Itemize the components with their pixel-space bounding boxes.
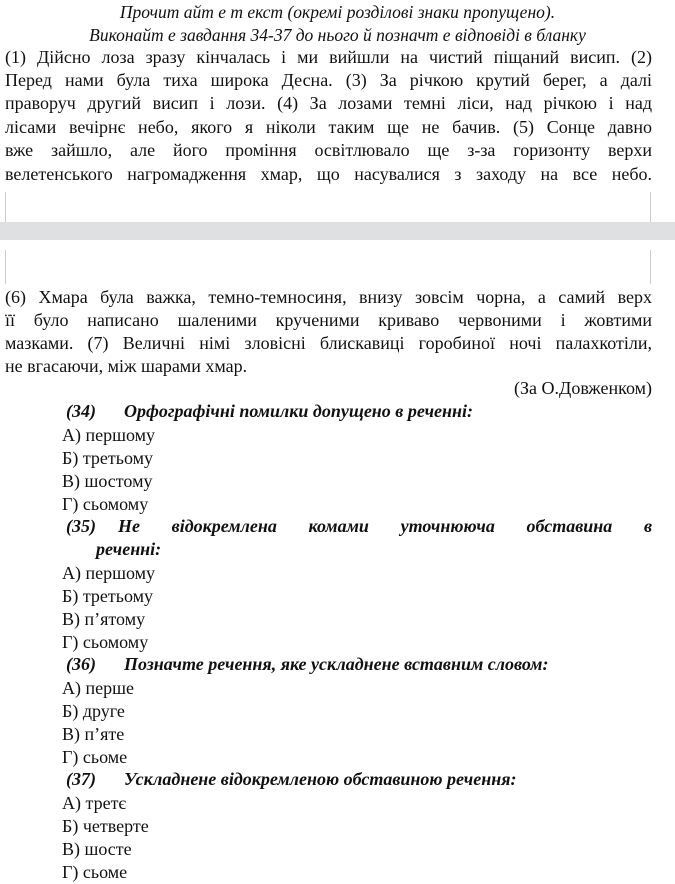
- instruction-line-2: Виконайт е завдання 34-37 до нього й позначт е відповіді в бланку: [89, 25, 586, 45]
- text-line: Перед нами була тиха широка Десна. (3) За річкою крутий берег, а далі: [5, 70, 652, 90]
- text-line: мазками. (7) Величні німі зловісні блискавиці горобиної ночі палахкотіли,: [5, 333, 652, 353]
- text-line: (1) Дійсно лоза зразу кінчалась і ми вийшли на чистий піщаний висип. (2): [5, 47, 652, 67]
- question-37: (37) Ускладнене відокремленою обставиною речення:: [66, 769, 517, 789]
- text-line: її було написано шаленими крученими криваво червоними і жовтими: [5, 310, 652, 330]
- question-36: (36) Позначте речення, яке ускладнене вставним словом:: [66, 654, 549, 674]
- option: Б) четверте: [62, 816, 149, 836]
- option: Г) сьомому: [62, 494, 149, 514]
- option: Б) третьому: [62, 448, 154, 468]
- text-line: (6) Хмара була важка, темно-темносиня, внизу зовсім чорна, а самий верх: [5, 287, 652, 307]
- question-35-continuation: реченні:: [96, 539, 162, 559]
- page-corner-mark: [650, 192, 651, 222]
- option: Г) сьоме: [62, 862, 128, 882]
- question-34: (34) Орфографічні помилки допущено в реченні:: [66, 401, 474, 421]
- instruction-line-1: Прочит айт е т екст (окремі розділові знаки пропущено).: [119, 2, 556, 22]
- question-35: (35) Не відокремлена комами уточнююча обставина в: [66, 516, 652, 536]
- option: В) п’яте: [62, 724, 125, 744]
- option: В) п’ятому: [62, 609, 146, 629]
- page-corner-mark: [650, 250, 651, 284]
- page-corner-mark: [5, 192, 6, 222]
- option: Б) третьому: [62, 586, 154, 606]
- page-break-gap: [0, 222, 675, 240]
- text-line: не вгасаючи, між шарами хмар.: [5, 356, 248, 376]
- attribution: (За О.Довженком): [514, 378, 652, 398]
- text-line: лісами вечірнє небо, якого я ніколи таким ще не бачив. (5) Сонце давно: [5, 117, 652, 137]
- text-line: праворуч другий висип і лози. (4) За лозами темні ліси, над річкою і над: [5, 93, 652, 113]
- option: А) першому: [62, 563, 156, 583]
- option: В) шостому: [62, 471, 153, 491]
- option: Б) друге: [62, 701, 125, 721]
- text-line: велетенського нагромадження хмар, що насувалися з заходу на все небо.: [5, 164, 652, 184]
- option: А) перше: [62, 678, 134, 698]
- page-corner-mark: [5, 250, 6, 284]
- option: А) першому: [62, 425, 156, 445]
- option: А) третє: [62, 793, 127, 813]
- option: В) шосте: [62, 839, 132, 859]
- option: Г) сьомому: [62, 632, 149, 652]
- option: Г) сьоме: [62, 747, 128, 767]
- text-line: вже зайшло, але його проміння освітлювало ще з-за горизонту верхи: [5, 140, 652, 160]
